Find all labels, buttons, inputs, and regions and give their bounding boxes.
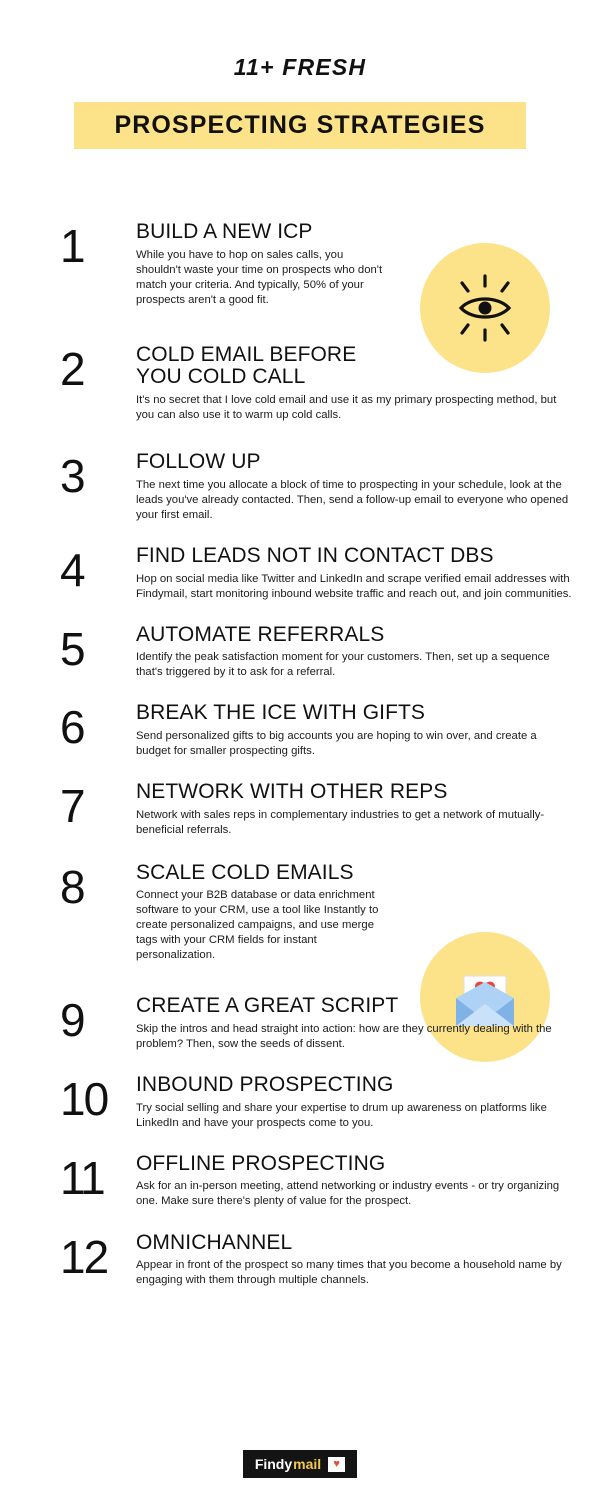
item-title: COLD EMAIL BEFORE YOU COLD CALL	[136, 342, 357, 389]
list-item	[60, 781, 572, 838]
item-description: Connect your B2B database or data enrichment software to your CRM, use a tool like Instantly to create personalized campaigns, and use merge tags with your CRM fields for instant personalization.	[136, 889, 379, 962]
title-band	[74, 102, 526, 149]
item-description: Ask for an in-person meeting, attend networking or industry events - or try organizing one. Make sure there's plenty of value for the prospect.	[136, 1180, 560, 1208]
item-description: Send personalized gifts to big accounts you are hoping to win over, and create a budget for smaller prospecting gifts.	[136, 729, 537, 757]
item-number: 9	[60, 994, 85, 1047]
header	[0, 0, 600, 149]
item-body	[136, 702, 572, 759]
item-number: 2	[60, 342, 85, 395]
item-description: It's no secret that I love cold email and use it as my primary prospecting method, but you can also use it to warm up cold calls.	[136, 394, 557, 422]
item-body	[136, 1074, 572, 1131]
item-title: CREATE A GREAT SCRIPT	[136, 994, 399, 1018]
item-number: 1	[60, 220, 85, 272]
item-title: INBOUND PROSPECTING	[136, 1073, 394, 1097]
list-item	[60, 221, 572, 308]
item-body	[136, 995, 572, 1052]
list-item	[60, 862, 572, 964]
logo-text-part2: mail	[293, 1456, 322, 1472]
eyebrow-text: 11+ FRESH	[233, 54, 367, 80]
item-description: Skip the intros and head straight into action: how are they currently dealing with the problem? Then, sow the seeds of dissent.	[136, 1023, 552, 1051]
item-body	[136, 344, 572, 423]
item-number: 3	[60, 450, 85, 503]
item-body	[136, 862, 384, 964]
list-item	[60, 344, 572, 423]
item-title: FOLLOW UP	[136, 450, 261, 474]
item-body	[136, 1232, 572, 1289]
logo-text-part1: Findy	[254, 1456, 293, 1472]
heart-glyph: ♥	[333, 1457, 340, 1470]
item-description: Try social selling and share your expertise to drum up awareness on platforms like LinkedIn and have your prospects come to you.	[136, 1101, 547, 1129]
list-item	[60, 624, 572, 681]
page-title: PROSPECTING STRATEGIES	[114, 111, 486, 139]
item-title: AUTOMATE REFERRALS	[136, 622, 385, 646]
list-item	[60, 545, 572, 602]
item-body	[136, 545, 572, 602]
item-body	[136, 1153, 572, 1210]
list-item	[60, 1153, 572, 1210]
strategy-list	[0, 221, 600, 1288]
item-description: Network with sales reps in complementary industries to get a network of mutually-beneficial referrals.	[136, 808, 545, 836]
heart-icon	[328, 1457, 345, 1472]
item-body	[136, 221, 384, 308]
item-body	[136, 451, 572, 523]
list-item	[60, 1074, 572, 1131]
item-number: 12	[60, 1230, 108, 1283]
item-title: SCALE COLD EMAILS	[136, 860, 354, 884]
item-description: While you have to hop on sales calls, you shouldn't waste your time on prospects who don't match your criteria. And typically, 50% of your prospects aren't a good fit.	[136, 248, 383, 306]
item-title: FIND LEADS NOT IN CONTACT DBS	[136, 543, 494, 567]
item-title: OMNICHANNEL	[136, 1230, 293, 1254]
list-item	[60, 702, 572, 759]
item-body	[136, 624, 572, 681]
list-item	[60, 995, 572, 1052]
item-description: Appear in front of the prospect so many times that you become a household name by engaging with them through multiple channels.	[136, 1259, 562, 1287]
item-number: 5	[60, 622, 85, 675]
findymail-logo[interactable]	[243, 1450, 357, 1478]
list-item	[60, 451, 572, 523]
item-number: 10	[60, 1073, 108, 1126]
item-title: BUILD A NEW ICP	[136, 220, 313, 243]
item-number: 11	[60, 1151, 104, 1204]
item-number: 6	[60, 701, 85, 754]
item-title: OFFLINE PROSPECTING	[136, 1151, 386, 1175]
item-title: BREAK THE ICE WITH GIFTS	[136, 701, 426, 725]
item-number: 4	[60, 543, 85, 596]
footer	[0, 1450, 600, 1478]
item-description: The next time you allocate a block of time to prospecting in your schedule, look at the leads you've already contacted. Then, send a follow-up email to everyone who opened your first email.	[136, 478, 569, 521]
item-body	[136, 781, 572, 838]
item-description: Identify the peak satisfaction moment for your customers. Then, set up a sequence that's triggered by it to ask for a referral.	[136, 651, 550, 679]
item-number: 8	[60, 860, 85, 913]
item-number: 7	[60, 779, 85, 832]
item-description: Hop on social media like Twitter and LinkedIn and scrape verified email addresses with Findymail, start monitoring inbound website traffic and reach out, and join communities.	[136, 572, 572, 600]
item-title: NETWORK WITH OTHER REPS	[136, 779, 448, 803]
list-item	[60, 1232, 572, 1289]
